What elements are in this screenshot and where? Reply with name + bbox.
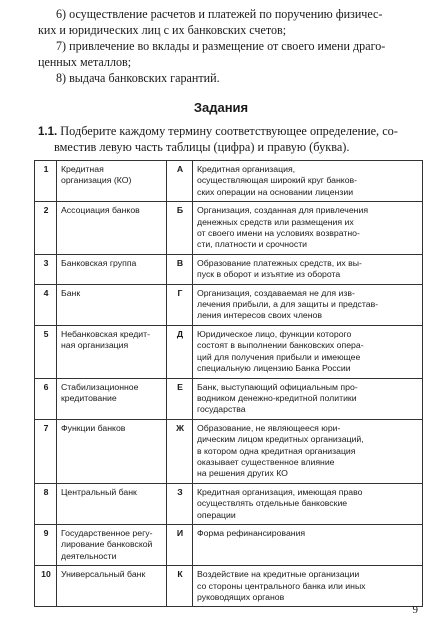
table-row [35, 202, 423, 255]
definition-letter: Г [167, 284, 193, 325]
list-item-7-line-1: 7) привлечение во вклады и размещение от своего имени драго- [56, 39, 386, 53]
table-row [35, 419, 423, 483]
definition-text-line: на решения других КО [197, 468, 288, 479]
definition-text-line: Воздействие на кредитные организации [197, 569, 360, 580]
table-row [35, 483, 423, 524]
term-text-line: Функции банков [61, 422, 126, 433]
term-cell [57, 161, 167, 202]
list-item-6-line-1: 6) осуществление расчетов и платежей по поручению физичес- [56, 7, 383, 21]
table-row [35, 284, 423, 325]
definition-text-line: Кредитная организация, [197, 164, 296, 174]
definition-letter: Д [167, 325, 193, 378]
term-text-line: кредитование [61, 392, 117, 403]
definition-letter: Ж [167, 419, 193, 483]
term-number: 9 [35, 524, 57, 565]
definition-text-line: ций для получения прибыли и имеющее [197, 351, 361, 362]
table-row [35, 378, 423, 419]
term-text-line: Кредитная [61, 164, 104, 174]
term-number: 4 [35, 284, 57, 325]
definition-text-line: со стороны центрального банка или иных [197, 580, 366, 591]
term-text-line: Небанковская кредит- [61, 328, 151, 339]
table-row [35, 566, 423, 607]
task-statement-line-1 [38, 123, 398, 140]
definition-text-line: операции [197, 509, 236, 520]
definition-text-line: специальную лицензию Банка России [197, 363, 351, 374]
definition-cell [193, 254, 423, 284]
table-row [35, 254, 423, 284]
table-row [35, 325, 423, 378]
term-text-line: Банк [61, 287, 81, 298]
definition-text-line: Образование платежных средств, их вы- [197, 257, 362, 268]
term-number: 5 [35, 325, 57, 378]
term-text-line: Центральный банк [61, 486, 137, 497]
definition-letter: И [167, 524, 193, 565]
terms-table-body [35, 161, 423, 607]
term-number: 3 [35, 254, 57, 284]
terms-matching-table [34, 160, 423, 607]
term-text-line: лирование банковской [61, 539, 153, 550]
definition-text-line: сти, платности и срочности [197, 239, 308, 250]
definition-text-line: лечения прибыли, а для защиты и представ- [197, 299, 379, 310]
definition-text-line: Кредитная организация, имеющая право [197, 486, 363, 497]
term-cell [57, 284, 167, 325]
definition-text-line: осуществлять отдельные банковские [197, 498, 348, 509]
term-number: 8 [35, 483, 57, 524]
definition-letter: З [167, 483, 193, 524]
term-cell [57, 524, 167, 565]
definition-text-line: состоят в выполнении банковских опера- [197, 340, 364, 351]
term-cell [57, 566, 167, 607]
page-number: 9 [412, 604, 418, 616]
term-text-line: Стабилизационное [61, 381, 139, 392]
term-number: 10 [35, 566, 57, 607]
definition-text-line: водником денежно-кредитной политики [197, 392, 357, 403]
definition-cell [193, 566, 423, 607]
definition-letter: К [167, 566, 193, 607]
task-statement-line-2: вместив левую часть таблицы (цифра) и правую (буква). [54, 140, 350, 154]
task-text-1: Подберите каждому термину соответствующее определение, со- [60, 124, 398, 138]
definition-letter: А [167, 161, 193, 202]
definition-text-line: Организация, созданная для привлечения [197, 205, 369, 216]
term-text-line: ная организация [61, 340, 129, 351]
term-cell [57, 202, 167, 255]
term-text-line: Ассоциация банков [61, 205, 140, 216]
task-number: 1.1. [38, 126, 58, 138]
term-number: 6 [35, 378, 57, 419]
definition-text-line: пуск в оборот и изъятие из оборота [197, 269, 341, 280]
term-cell [57, 254, 167, 284]
term-text-line: Универсальный банк [61, 569, 146, 580]
definition-letter: В [167, 254, 193, 284]
definition-text-line: руководящих органов [197, 592, 285, 602]
table-row [35, 524, 423, 565]
term-number: 2 [35, 202, 57, 255]
definition-cell [193, 284, 423, 325]
definition-text-line: ления интересов своих членов [197, 310, 322, 321]
term-text-line: Банковская группа [61, 257, 137, 268]
definition-text-line: ских операции на основании лицензии [197, 186, 354, 197]
definition-letter: Е [167, 378, 193, 419]
list-item-6-line-2: ких и юридических лиц с их банковских счетов; [38, 23, 287, 37]
definition-cell [193, 161, 423, 202]
definition-text-line: государства [197, 404, 246, 415]
definition-cell [193, 378, 423, 419]
definition-cell [193, 419, 423, 483]
definition-text-line: оказывает существенное влияние [197, 456, 335, 467]
definition-text-line: в котором одна кредитная организация [197, 445, 356, 456]
definition-letter: Б [167, 202, 193, 255]
definition-text-line: денежных средств или размещения их [197, 216, 354, 227]
definition-cell [193, 524, 423, 565]
definition-text-line: от своего имени на условиях возвратно- [197, 228, 360, 239]
term-number: 1 [35, 161, 57, 202]
definition-text-line: осуществляющая широкий круг банков- [197, 175, 358, 186]
term-text-line: организация (КО) [61, 175, 132, 186]
list-item-8-line-1: 8) выдача банковских гарантий. [56, 71, 220, 85]
definition-text-line: Форма рефинансирования [197, 527, 306, 538]
term-text-line: деятельности [61, 550, 117, 561]
term-cell [57, 483, 167, 524]
term-number: 7 [35, 419, 57, 483]
definition-text-line: Банк, выступающий официальным про- [197, 381, 358, 392]
term-cell [57, 325, 167, 378]
section-title: Задания [193, 100, 249, 115]
term-text-line: Государственное регу- [61, 527, 153, 538]
table-row [35, 161, 423, 202]
list-item-7-line-2: ценных металлов; [38, 55, 132, 69]
definition-cell [193, 325, 423, 378]
definition-text-line: Юридическое лицо, функции которого [197, 328, 352, 339]
definition-cell [193, 483, 423, 524]
definition-cell [193, 202, 423, 255]
term-cell [57, 378, 167, 419]
definition-text-line: Образование, не являющееся юри- [197, 422, 341, 433]
definition-text-line: дическим лицом кредитных организаций, [197, 434, 364, 445]
term-cell [57, 419, 167, 483]
definition-text-line: Организация, создаваемая не для изв- [197, 287, 355, 298]
